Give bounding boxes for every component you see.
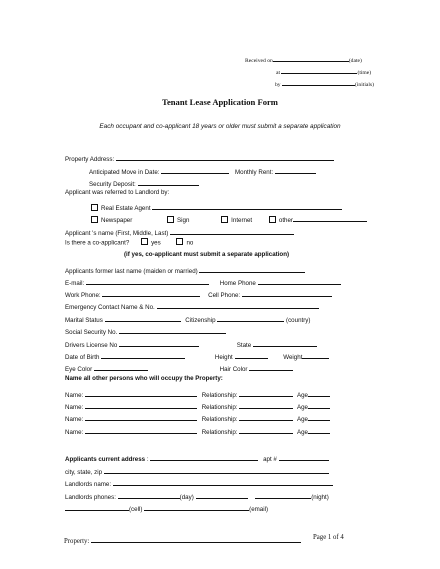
footer-property-field[interactable]: [91, 534, 301, 543]
co-applicant-row: [65, 238, 193, 247]
occupant-name-field[interactable]: [85, 412, 197, 421]
real-estate-field[interactable]: [152, 201, 342, 210]
occupant-name-field[interactable]: [85, 400, 197, 409]
occupant-row: [65, 425, 330, 436]
received-at-line: [276, 65, 371, 76]
state-field[interactable]: [253, 338, 317, 347]
current-address-label: Applicants current address: [65, 456, 146, 463]
dob-field[interactable]: [101, 350, 185, 359]
footer-property: [64, 534, 301, 545]
at-label: at: [276, 70, 281, 76]
relationship-field[interactable]: [239, 400, 293, 409]
landlord-cell-field[interactable]: [65, 502, 129, 511]
age-label: Age: [296, 429, 308, 436]
home-phone-label: Home Phone: [219, 280, 256, 287]
landlord-night-field[interactable]: [255, 490, 311, 499]
marital-field[interactable]: [105, 313, 181, 322]
city-row: [65, 465, 329, 476]
received-time-field[interactable]: [281, 65, 357, 74]
citizenship-field[interactable]: [217, 313, 284, 322]
marital-row: [65, 313, 310, 324]
email-label: E-mail:: [65, 280, 85, 287]
applicant-name-row: [65, 226, 294, 237]
former-name-row: [65, 264, 305, 275]
instruction-text: Each occupant and co-applicant 18 years or older must submit a separate application: [99, 123, 341, 130]
occupant-row: [65, 412, 330, 423]
sign-checkbox[interactable]: [167, 216, 174, 223]
relationship-label: Relationship:: [201, 404, 238, 411]
by-label: by: [275, 82, 281, 88]
dob-row: [65, 350, 329, 361]
newspaper-checkbox[interactable]: [91, 216, 98, 223]
other-checkbox[interactable]: [269, 216, 276, 223]
eye-color-label: Eye Color: [65, 366, 93, 373]
hair-color-label: Hair Color: [219, 366, 248, 373]
occupant-row: [65, 400, 330, 411]
real-estate-label: Real Estate Agent: [101, 205, 151, 212]
height-field[interactable]: [235, 350, 268, 359]
time-label: (time): [357, 70, 372, 76]
newspaper-label: Newspaper: [101, 217, 133, 224]
date-label: (date): [348, 58, 362, 64]
monthly-rent-field[interactable]: [275, 165, 316, 174]
occupant-name-label: Name:: [65, 404, 84, 411]
marital-label: Marital Status: [65, 317, 103, 324]
sign-label: Sign: [177, 217, 190, 224]
referral-options-row: [91, 213, 367, 224]
landlords-name-label: Landlords name:: [65, 481, 112, 488]
email-field[interactable]: [86, 276, 209, 285]
email-paren-label: (email): [249, 506, 269, 513]
occupant-name-field[interactable]: [85, 388, 197, 397]
footer-property-label: Property:: [64, 538, 90, 545]
license-label: Drivers License No: [65, 342, 118, 349]
night-label: (night): [311, 494, 329, 501]
received-by-line: [275, 77, 374, 88]
initials-label: (initials): [355, 82, 374, 88]
landlord-cell-row: [65, 502, 268, 513]
age-field[interactable]: [308, 425, 330, 434]
age-label: Age: [296, 392, 308, 399]
landlord-email-field[interactable]: [144, 502, 249, 511]
occupant-row: [65, 388, 330, 399]
apt-field[interactable]: [279, 452, 329, 461]
security-deposit-label: Security Deposit:: [89, 181, 136, 188]
page-number: Page 1 of 4: [313, 534, 344, 541]
relationship-field[interactable]: [239, 412, 293, 421]
property-address-row: [65, 152, 334, 163]
former-name-field[interactable]: [199, 264, 305, 273]
separate-application-note: (if yes, co-applicant must submit a separate application): [124, 251, 290, 258]
emergency-field[interactable]: [157, 300, 319, 309]
yes-label: yes: [151, 239, 161, 247]
age-field[interactable]: [308, 412, 330, 421]
security-deposit-row: [89, 177, 199, 188]
landlords-phones-label: Landlords phones:: [65, 494, 116, 501]
property-address-field[interactable]: [116, 152, 334, 161]
occupant-name-label: Name:: [65, 416, 84, 423]
current-address-field[interactable]: [150, 452, 258, 461]
co-applicant-no-checkbox[interactable]: [176, 238, 183, 245]
city-state-zip-label: city, state, zip: [65, 469, 103, 476]
age-field[interactable]: [308, 400, 330, 409]
cell-phone-label: Cell Phone:: [208, 292, 241, 299]
co-applicant-label: Is there a co-applicant?: [65, 239, 130, 247]
move-in-label: Anticipated Move in Date:: [89, 169, 160, 176]
day-label: (day): [179, 494, 194, 501]
citizenship-label: Citizenship: [185, 317, 216, 324]
apt-label: apt #: [263, 456, 277, 463]
former-name-label: Applicants former last name (maiden or married): [65, 268, 198, 275]
work-phone-field[interactable]: [102, 288, 200, 297]
form-title: Tenant Lease Application Form: [162, 97, 278, 107]
occupant-name-label: Name:: [65, 392, 84, 399]
weight-field[interactable]: [302, 350, 329, 359]
applicant-name-field[interactable]: [170, 226, 294, 235]
received-initials-field[interactable]: [282, 77, 355, 86]
country-label: (country): [286, 317, 311, 324]
occupant-name-field[interactable]: [85, 425, 197, 434]
ssn-label: Social Security No.: [65, 329, 118, 336]
ssn-row: [65, 325, 226, 336]
referred-row: Applicant was referred to Landlord by:: [65, 189, 170, 196]
age-label: Age: [296, 416, 308, 423]
relationship-label: Relationship:: [201, 416, 238, 423]
co-applicant-yes-checkbox[interactable]: [141, 238, 148, 245]
eye-color-field[interactable]: [94, 362, 148, 371]
other-field[interactable]: [293, 213, 367, 222]
relationship-field[interactable]: [239, 388, 293, 397]
no-label: no: [186, 239, 194, 247]
cell-phone-field[interactable]: [242, 288, 332, 297]
home-phone-field[interactable]: [258, 276, 341, 285]
monthly-rent-label: Monthly Rent:: [234, 169, 274, 176]
landlord-phones-row: [65, 490, 329, 501]
license-row: [65, 338, 317, 349]
other-persons-heading: Name all other persons who will occupy the Property:: [65, 375, 223, 382]
current-address-row: Applicants current address : apt #: [65, 452, 329, 463]
occupant-name-label: Name:: [65, 429, 84, 436]
other-label: other: [278, 217, 293, 224]
height-label: Height: [214, 354, 233, 361]
received-date-field[interactable]: [273, 53, 349, 62]
age-label: Age: [296, 404, 308, 411]
dob-label: Date of Birth: [65, 354, 100, 361]
work-phone-label: Work Phone:: [65, 292, 101, 299]
emergency-row: [65, 300, 319, 311]
property-address-label: Property Address:: [65, 156, 115, 163]
cell-label: (cell): [129, 506, 143, 513]
received-on-line: [245, 53, 362, 64]
landlord-night-mid-field[interactable]: [196, 490, 248, 499]
internet-checkbox[interactable]: [221, 216, 228, 223]
landlord-name-row: [65, 477, 333, 488]
relationship-label: Relationship:: [201, 429, 238, 436]
work-phone-row: [65, 288, 332, 299]
applicant-name-label: Applicant 's name (First, Middle, Last): [65, 230, 169, 237]
ssn-field[interactable]: [119, 325, 226, 334]
internet-label: Internet: [231, 217, 253, 224]
move-in-field[interactable]: [161, 165, 229, 174]
license-field[interactable]: [119, 338, 199, 347]
hair-color-field[interactable]: [249, 362, 293, 371]
real-estate-checkbox[interactable]: [91, 204, 98, 211]
landlords-name-field[interactable]: [113, 477, 333, 486]
state-label: State: [236, 342, 252, 349]
email-row: [65, 276, 341, 287]
received-on-label: Received on: [245, 58, 273, 64]
weight-label: Weight: [283, 354, 303, 361]
emergency-label: Emergency Contact Name & No.: [65, 304, 155, 311]
relationship-label: Relationship:: [201, 392, 238, 399]
security-deposit-field[interactable]: [138, 177, 199, 186]
real-estate-row: [91, 201, 342, 212]
age-field[interactable]: [308, 388, 330, 397]
city-state-zip-field[interactable]: [104, 465, 329, 474]
landlord-day-field[interactable]: [118, 490, 180, 499]
relationship-field[interactable]: [239, 425, 293, 434]
eye-color-row: [65, 362, 293, 373]
move-in-row: [89, 165, 316, 176]
